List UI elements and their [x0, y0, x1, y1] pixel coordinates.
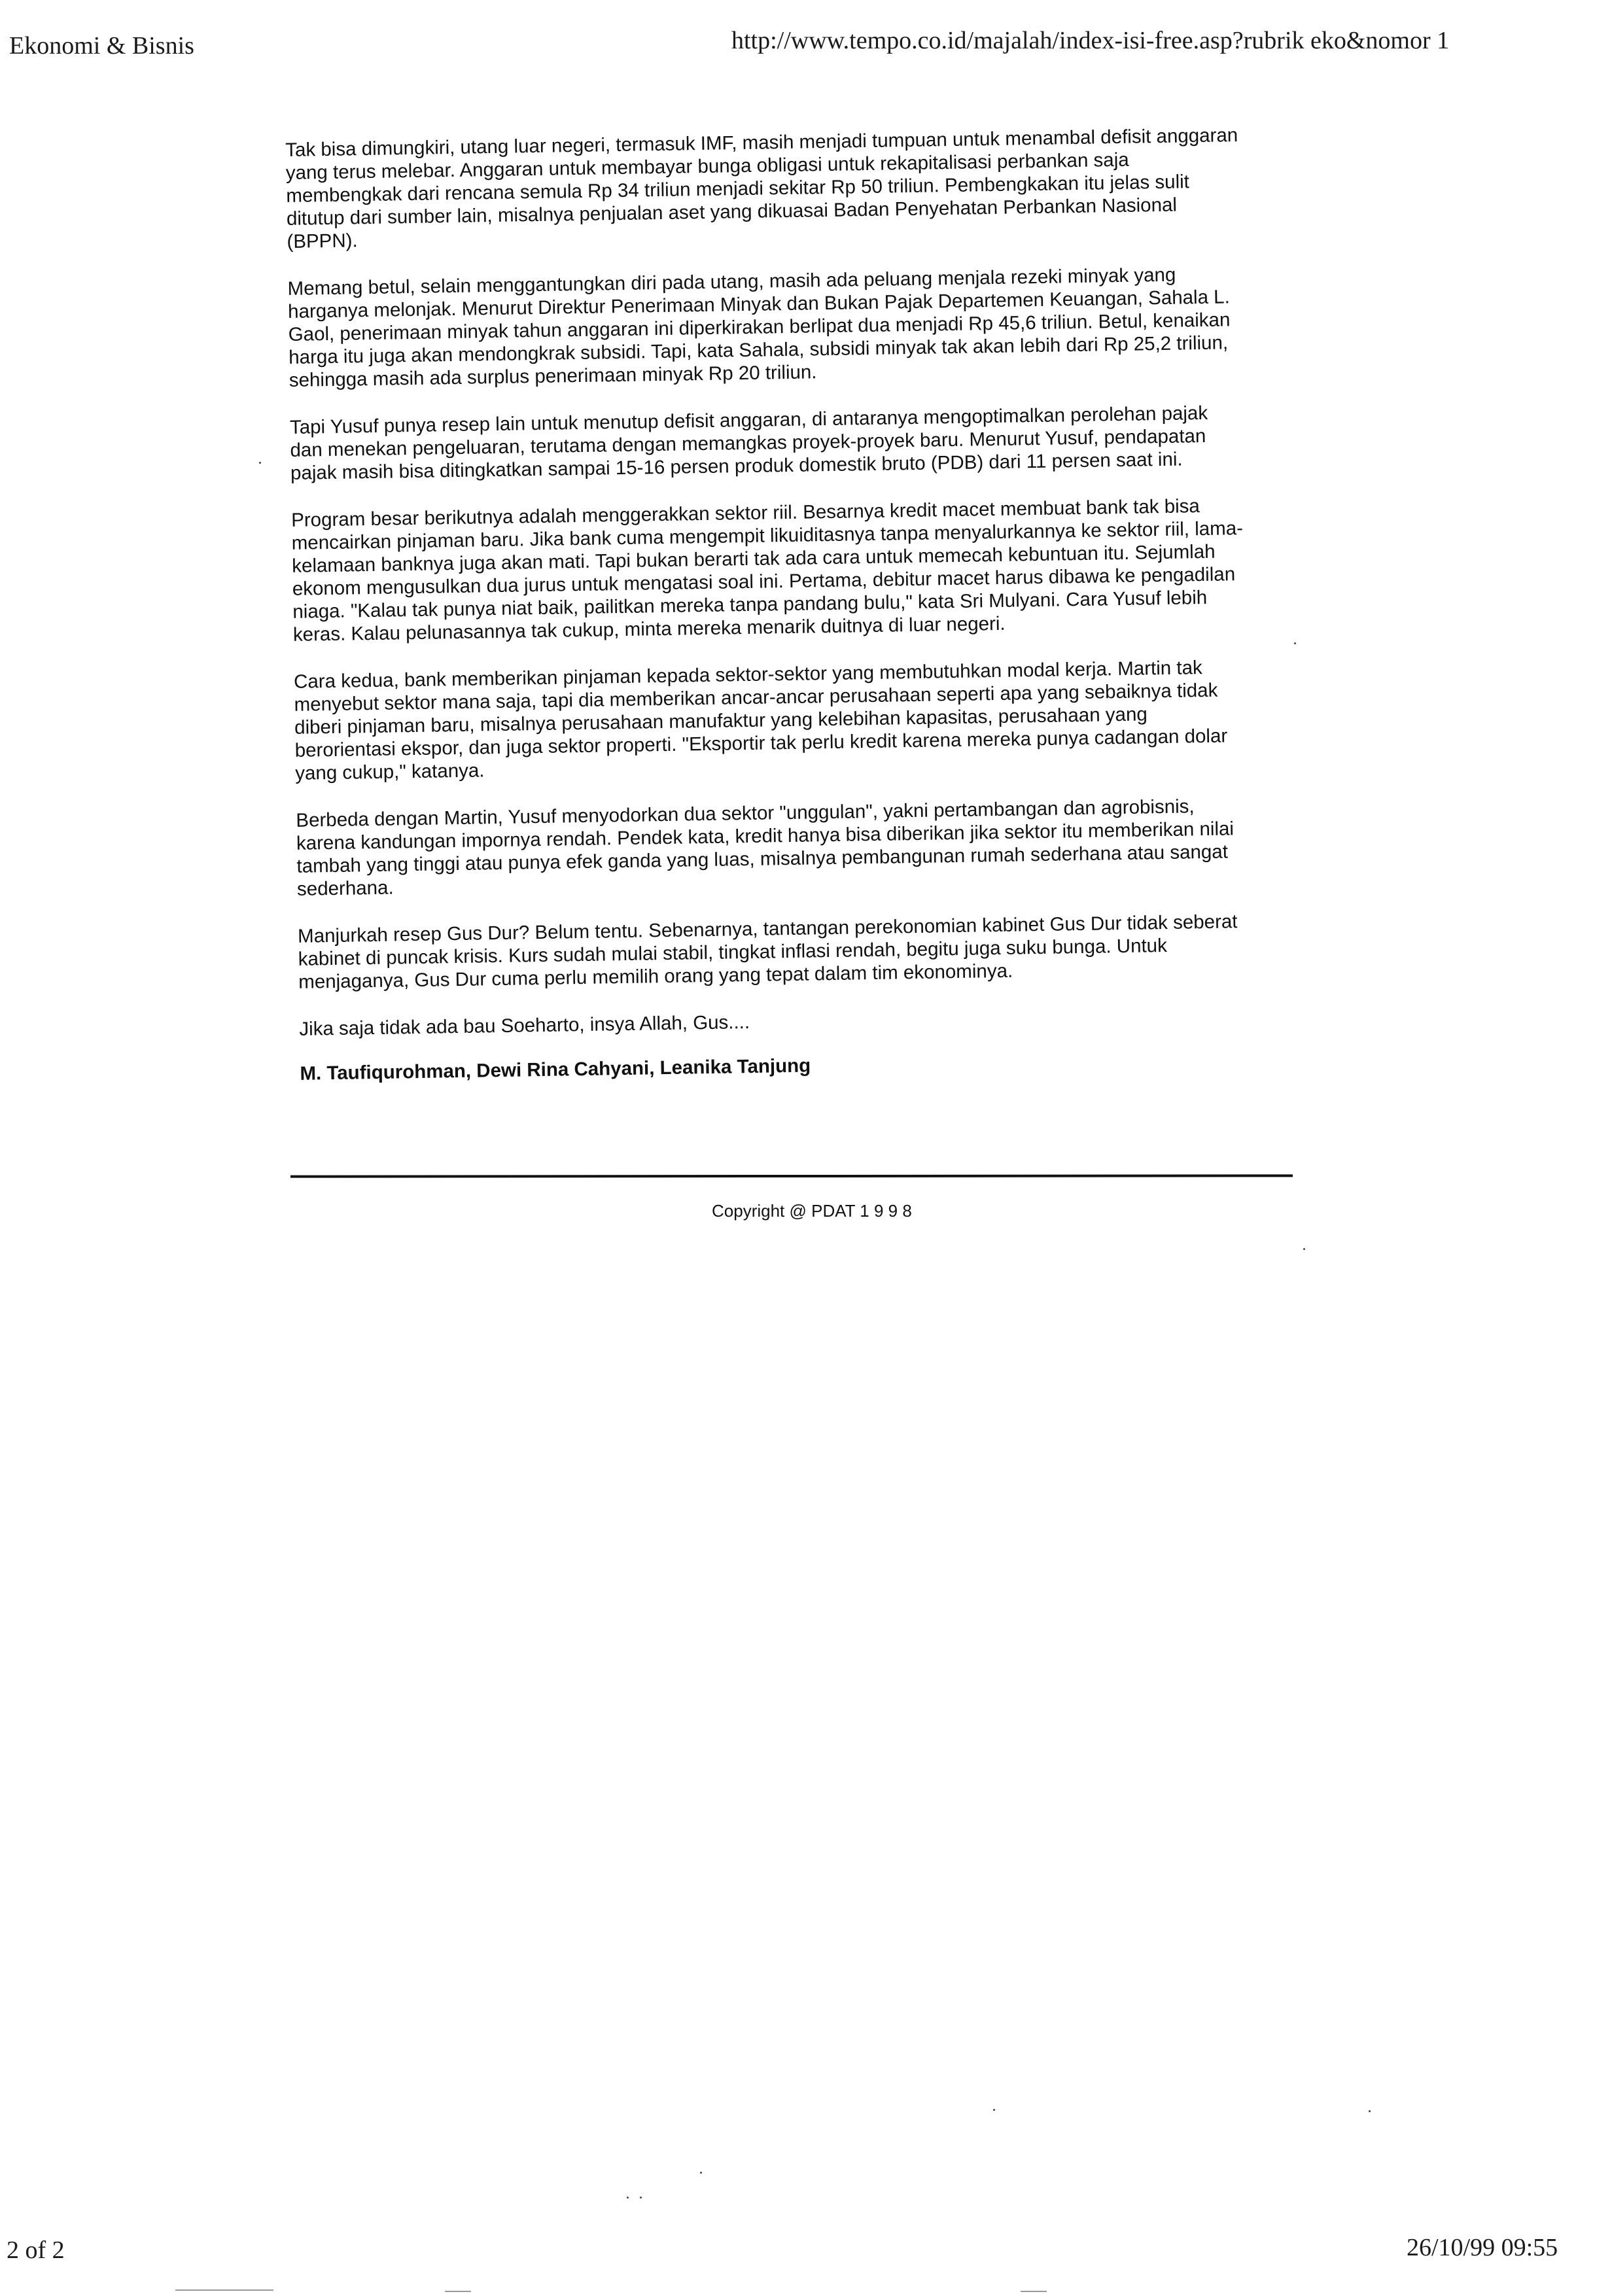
page-url: http://www.tempo.co.id/majalah/index-isi-free.asp?rubrik eko&nomor 1: [731, 27, 1450, 54]
article-paragraph-8: Jika saja tidak ada bau Soeharto, insya Allah, Gus....: [299, 1011, 750, 1040]
scan-speck: [993, 2109, 995, 2111]
article-byline: M. Taufiqurohman, Dewi Rina Cahyani, Leanika Tanjung: [300, 1054, 811, 1085]
scan-speck: [1294, 642, 1296, 644]
scan-edge-line: [175, 2289, 273, 2291]
scan-speck: [259, 462, 261, 464]
article-paragraph-1: Tak bisa dimungkiri, utang luar negeri, termasuk IMF, masih menjadi tumpuan untuk menambal defisit anggaran yang terus melebar. Anggaran untuk membayar bunga obligasi untuk rekapitalisasi perbankan saja membengkak dari rencana semula Rp 34 triliun menjadi sekitar Rp 50 triliun. Pembengkakan itu jelas sulit ditutup dari sumber lain, misalnya penjualan aset yang dikuasai Badan Penyehatan Perbankan Nasional (BPPN).: [285, 124, 1238, 252]
scan-speck: [1303, 1248, 1305, 1250]
page-number: 2 of 2: [7, 2236, 65, 2264]
scan-speck: [1369, 2110, 1371, 2112]
article-paragraph-3: Tapi Yusuf punya resep lain untuk menutup defisit anggaran, di antaranya mengoptimalkan perolehan pajak dan menekan pengeluaran, terutama dengan memangkas proyek-proyek baru. Menurut Yusuf, pendapatan pajak masih bisa ditingkatkan sampai 15-16 persen produk domestik bruto (PDB) dari 11 persen saat ini.: [289, 402, 1208, 484]
scan-edge-line: [445, 2291, 471, 2292]
article-paragraph-7: Manjurkah resep Gus Dur? Belum tentu. Sebenarnya, tantangan perekonomian kabinet Gus Dur tidak seberat kabinet di puncak krisis. Kurs sudah mulai stabil, tingkat inflasi rendah, begitu juga suku bunga. Untuk menjaganya, Gus Dur cuma perlu memilih orang yang tepat dalam tim ekonominya.: [297, 911, 1238, 993]
article-paragraph-2: Memang betul, selain menggantungkan diri pada utang, masih ada peluang menjala rezeki minyak yang harganya melonjak. Menurut Direktur Penerimaan Minyak dan Bukan Pajak Departemen Keuangan, Sahala L. Gaol, penerimaan minyak tahun anggaran ini diperkirakan berlipat dua menjadi Rp 45,6 triliun. Betul, kenaikan harga itu juga akan mendongkrak subsidi. Tapi, kata Sahala, subsidi minyak tak akan lebih dari Rp 25,2 triliun, sehingga masih ada surplus penerimaan minyak Rp 20 triliun.: [287, 264, 1231, 391]
scan-speck: [640, 2197, 642, 2199]
scan-speck: [627, 2197, 629, 2199]
divider-rule: [290, 1174, 1293, 1177]
article-paragraph-4: Program besar berikutnya adalah menggerakkan sektor riil. Besarnya kredit macet membuat bank tak bisa mencairkan pinjaman baru. Jika bank cuma mengempit likuiditasnya tanpa menyalurkannya ke sektor riil, lama-kelamaan banknya juga akan mati. Tapi bukan berarti tak ada cara untuk memecah kebuntuan itu. Sejumlah ekonom mengusulkan dua jurus untuk mengatasi soal ini. Pertama, debitur macet harus dibawa ke pengadilan niaga. "Kalau tak punya niat baik, pailitkan mereka tanpa pandang bulu," kata Sri Mulyani. Cara Yusuf lebih keras. Kalau pelunasannya tak cukup, minta mereka menarik duitnya di luar negeri.: [290, 495, 1244, 646]
scan-speck: [700, 2172, 702, 2174]
scan-edge-line: [1021, 2291, 1047, 2292]
article-paragraph-6: Berbeda dengan Martin, Yusuf menyodorkan dua sektor "unggulan", yakni pertambangan dan agrobisnis, karena kandungan impornya rendah. Pendek kata, kredit hanya bisa diberikan jika sektor itu memberikan nilai tambah yang tinggi atau punya efek ganda yang luas, misalnya pembangunan rumah sederhana atau sangat sederhana.: [296, 795, 1235, 900]
copyright-notice: Copyright @ PDAT 1 9 9 8: [712, 1201, 912, 1221]
print-datetime: 26/10/99 09:55: [1407, 2234, 1558, 2261]
article-paragraph-5: Cara kedua, bank memberikan pinjaman kepada sektor-sektor yang membutuhkan modal kerja. Martin tak menyebut sektor mana saja, tapi dia memberikan ancar-ancar perusahaan seperti apa yang sebaiknya tidak diberi pinjaman baru, misalnya perusahaan manufaktur yang kelebihan kapasitas, perusahaan yang berorientasi ekspor, dan juga sektor properti. "Eksportir tak perlu kredit karena mereka punya cadangan dolar yang cukup," katanya.: [293, 657, 1228, 784]
section-title: Ekonomi & Bisnis: [9, 32, 194, 60]
article-body: [285, 124, 1255, 1109]
